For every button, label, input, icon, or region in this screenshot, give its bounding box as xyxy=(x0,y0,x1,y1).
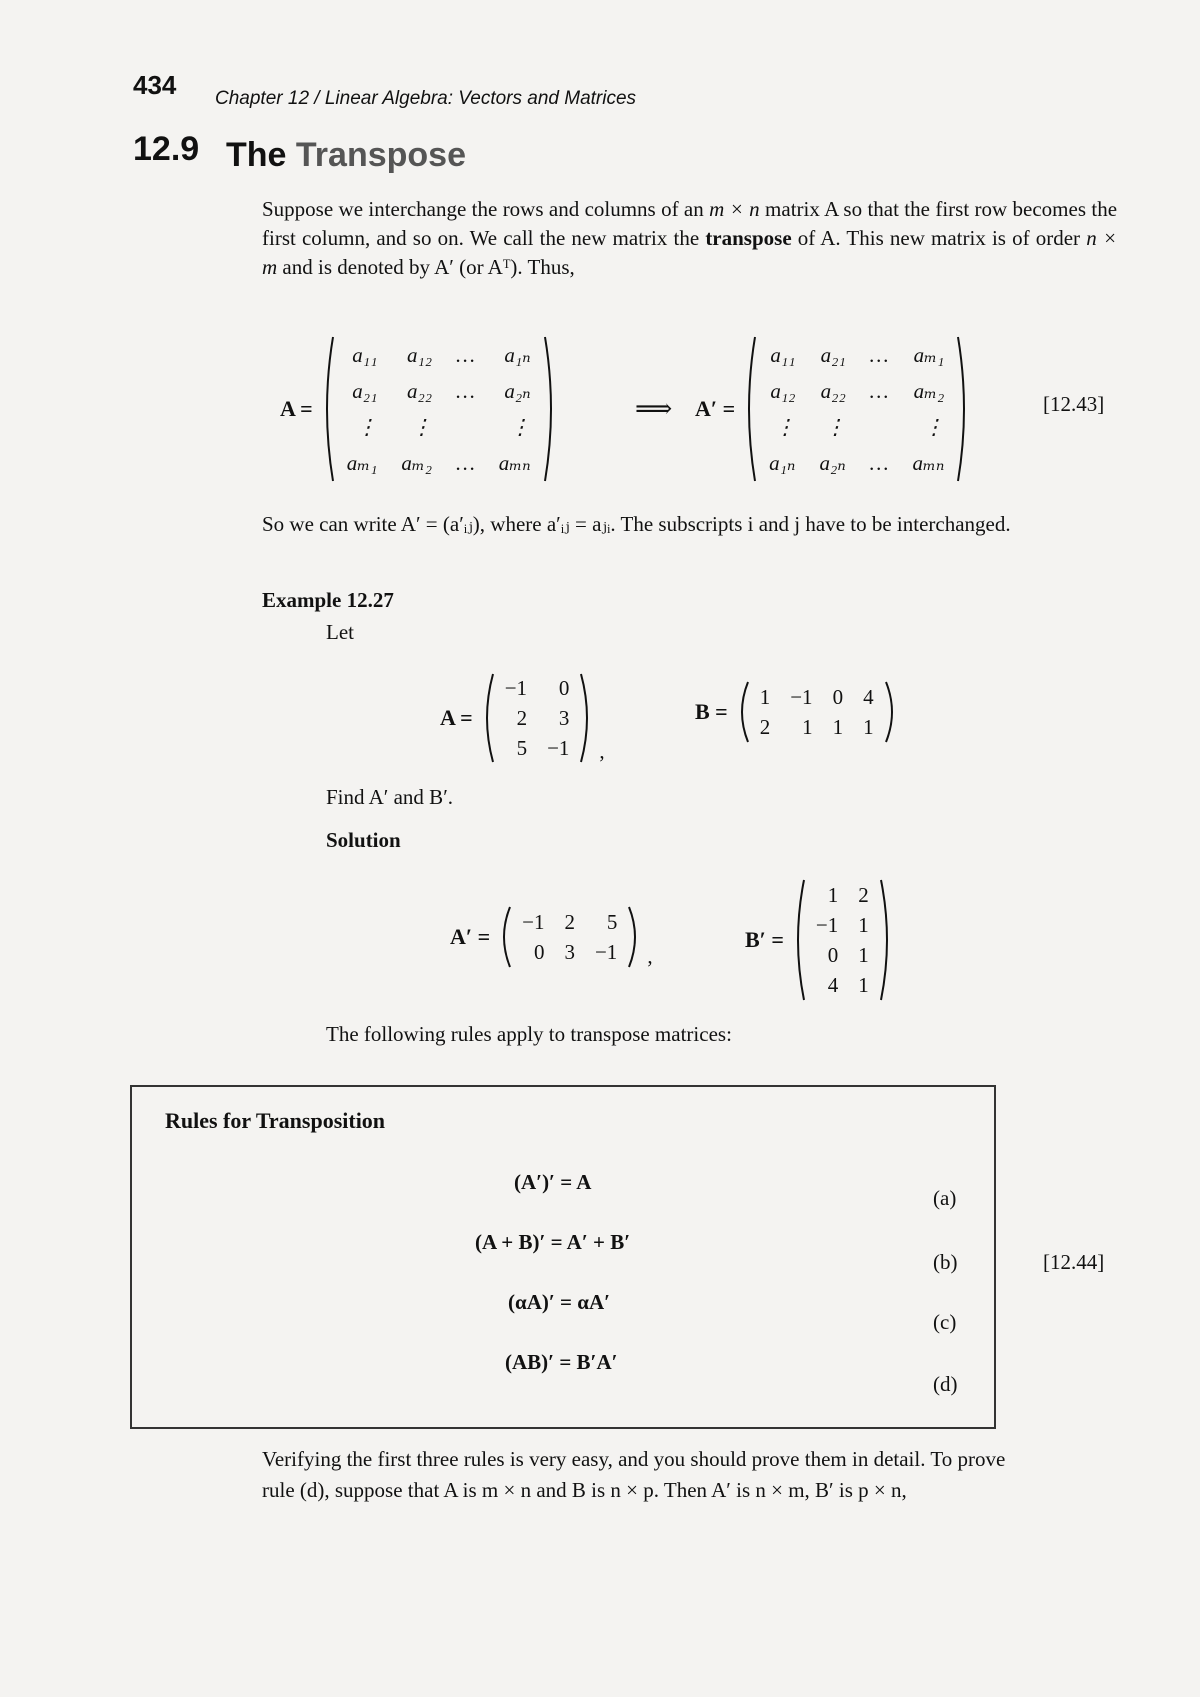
matrix-cell: a₂₂ xyxy=(406,378,433,403)
matrix-cell: 3 xyxy=(558,705,570,730)
matrix-cell: 3 xyxy=(564,939,575,964)
matrix-At-label: A′ = xyxy=(695,396,736,421)
left-paren-icon xyxy=(736,680,750,744)
matrix-cell: a₁ₙ xyxy=(769,450,796,475)
matrix-cell: 1 xyxy=(858,912,869,937)
matrix-cell: … xyxy=(869,378,889,403)
intro-bold-term: transpose xyxy=(705,226,792,250)
matrix-cell: −1 xyxy=(522,909,545,934)
matrix-cell: aₘ₁ xyxy=(913,342,945,367)
matrix-cell: … xyxy=(869,342,889,367)
matrix-cell: aₘ₂ xyxy=(401,450,433,475)
matrix-cell: aₘₙ xyxy=(912,450,945,475)
example-matrix-B-label: B = xyxy=(695,699,728,724)
matrix-cell: 1 xyxy=(858,972,869,997)
example-matrix-A xyxy=(440,672,605,764)
matrix-cell: ⋮ xyxy=(411,414,433,439)
implies-arrow: ⟹ xyxy=(635,394,673,423)
matrix-cell: 1 xyxy=(832,714,844,739)
matrix-cell: −1 xyxy=(504,675,528,700)
matrix-separator-comma: , xyxy=(647,944,653,968)
matrix-cell: a₂₂ xyxy=(820,378,846,403)
matrix-cell: a₂ₙ xyxy=(819,450,846,475)
matrix-cell xyxy=(858,409,901,445)
section-number: 12.9 xyxy=(133,130,200,168)
matrix-cell: 5 xyxy=(516,735,528,760)
rule-b-label: (b) xyxy=(933,1250,958,1274)
rule-a-label: (a) xyxy=(933,1186,957,1210)
matrix-cell: a₂ₙ xyxy=(504,378,531,403)
closing-line-1: Verifying the first three rules is very easy, and you should prove them in detail. To prove xyxy=(262,1447,1006,1471)
matrix-cell: 2 xyxy=(858,882,869,907)
matrix-cell: 4 xyxy=(863,684,874,709)
matrix-cell: 0 xyxy=(832,684,844,709)
right-paren-icon xyxy=(579,672,593,764)
matrix-cell: a₁₁ xyxy=(770,342,796,367)
example-matrix-A-body xyxy=(495,673,580,763)
intro-text-4: and is denoted by A′ (or Aᵀ). Thus, xyxy=(277,255,575,279)
subscript-paragraph: So we can write A′ = (a′ᵢⱼ), where a′ᵢⱼ = aⱼᵢ. The subscripts i and j have to be interchanged. xyxy=(262,512,1011,536)
matrix-At-general xyxy=(695,335,970,483)
matrix-cell: aₘₙ xyxy=(498,450,531,475)
example-heading: Example 12.27 xyxy=(262,588,394,612)
matrix-cell: a₁₂ xyxy=(406,342,433,367)
rules-intro: The following rules apply to transpose matrices: xyxy=(326,1022,732,1046)
solution-matrix-Bt xyxy=(745,878,893,1002)
matrix-cell: 0 xyxy=(827,942,839,967)
intro-order-mxn: m × n xyxy=(709,197,760,221)
left-paren-icon xyxy=(321,335,335,483)
solution-matrix-At-label: A′ = xyxy=(450,924,491,949)
equation-number-12-44: [12.44] xyxy=(1043,1250,1105,1274)
left-paren-icon xyxy=(498,905,512,969)
matrix-cell: 1 xyxy=(863,714,874,739)
matrix-separator-comma: , xyxy=(599,739,605,763)
solution-heading: Solution xyxy=(326,828,401,852)
intro-text-3: of A. This new matrix is of order xyxy=(791,226,1087,250)
matrix-cell: … xyxy=(456,378,475,403)
example-matrix-A-label: A = xyxy=(440,705,473,730)
matrix-cell: −1 xyxy=(547,735,570,760)
matrix-cell: 1 xyxy=(827,882,839,907)
solution-matrix-Bt-label: B′ = xyxy=(745,927,784,952)
matrix-cell: … xyxy=(869,450,889,475)
example-matrix-B-body xyxy=(750,682,884,742)
right-paren-icon xyxy=(543,335,557,483)
example-matrix-B xyxy=(695,680,898,744)
matrix-cell: 2 xyxy=(516,705,528,730)
left-paren-icon xyxy=(481,672,495,764)
right-paren-icon xyxy=(884,680,898,744)
matrix-cell: ⋮ xyxy=(356,414,378,439)
example-let: Let xyxy=(326,620,354,644)
left-paren-icon xyxy=(792,878,806,1002)
matrix-cell: 0 xyxy=(533,939,545,964)
example-find: Find A′ and B′. xyxy=(326,785,454,809)
rule-d-label: (d) xyxy=(933,1372,958,1396)
matrix-cell: ⋮ xyxy=(774,414,796,439)
solution-matrix-At-body xyxy=(512,907,627,967)
section-title xyxy=(226,136,466,175)
rule-c-formula: (αA)′ = αA′ xyxy=(508,1290,611,1314)
solution-matrix-At xyxy=(450,905,653,969)
matrix-cell: −1 xyxy=(594,939,618,964)
solution-matrix-Bt-body xyxy=(806,880,879,1000)
page-number: 434 xyxy=(133,70,177,100)
right-paren-icon xyxy=(879,878,893,1002)
equation-number-12-43: [12.43] xyxy=(1043,392,1105,416)
matrix-cell: … xyxy=(456,342,475,367)
rule-d-formula: (AB)′ = B′A′ xyxy=(505,1350,618,1374)
matrix-A-label: A = xyxy=(280,396,313,421)
matrix-cell: a₁ₙ xyxy=(504,342,531,367)
matrix-cell: 5 xyxy=(606,909,618,934)
matrix-cell: 1 xyxy=(858,942,869,967)
matrix-cell: −1 xyxy=(815,912,839,937)
right-paren-icon xyxy=(627,905,641,969)
matrix-cell: 0 xyxy=(558,675,570,700)
matrix-cell: 2 xyxy=(564,909,575,934)
matrix-cell: aₘ₂ xyxy=(913,378,945,403)
matrix-cell xyxy=(444,409,487,445)
intro-order-nxm: n × m xyxy=(262,226,1117,279)
intro-text-1: Suppose we interchange the rows and columns of an xyxy=(262,197,710,221)
right-paren-icon xyxy=(956,335,970,483)
left-paren-icon xyxy=(743,335,757,483)
matrix-cell: 1 xyxy=(759,684,771,709)
matrix-cell: −1 xyxy=(790,684,813,709)
running-head: Chapter 12 / Linear Algebra: Vectors and Matrices xyxy=(215,88,637,109)
section-title-word-2: Transpose xyxy=(295,136,466,174)
matrix-cell: … xyxy=(456,450,475,475)
matrix-At-body xyxy=(757,337,956,481)
rule-b-formula: (A + B)′ = A′ + B′ xyxy=(475,1230,631,1254)
matrix-cell: a₂₁ xyxy=(352,378,378,403)
matrix-cell: a₁₁ xyxy=(352,342,378,367)
matrix-cell: 4 xyxy=(827,972,839,997)
rule-a-formula: (A′)′ = A xyxy=(514,1170,592,1194)
matrix-cell: a₁₂ xyxy=(770,378,796,403)
matrix-cell: ⋮ xyxy=(824,414,846,439)
rule-c-label: (c) xyxy=(933,1310,957,1334)
intro-text-2: matrix A so that the first row becomes the first column, and so on. We call the new matrix the xyxy=(262,197,1118,250)
matrix-cell: a₂₁ xyxy=(820,342,846,367)
matrix-cell: ⋮ xyxy=(509,414,531,439)
rules-box-title: Rules for Transposition xyxy=(165,1108,386,1133)
matrix-cell: 1 xyxy=(802,714,813,739)
matrix-cell: aₘ₁ xyxy=(346,450,378,475)
matrix-A-body xyxy=(335,337,543,481)
intro-paragraph xyxy=(262,195,1117,282)
rules-box xyxy=(130,1085,996,1429)
section-title-word-1: The xyxy=(226,136,287,174)
closing-line-2: rule (d), suppose that A is m × n and B is n × p. Then A′ is n × m, B′ is p × n, xyxy=(262,1478,907,1502)
matrix-A-general xyxy=(280,335,557,483)
matrix-cell: 2 xyxy=(759,714,771,739)
matrix-cell: ⋮ xyxy=(923,414,945,439)
